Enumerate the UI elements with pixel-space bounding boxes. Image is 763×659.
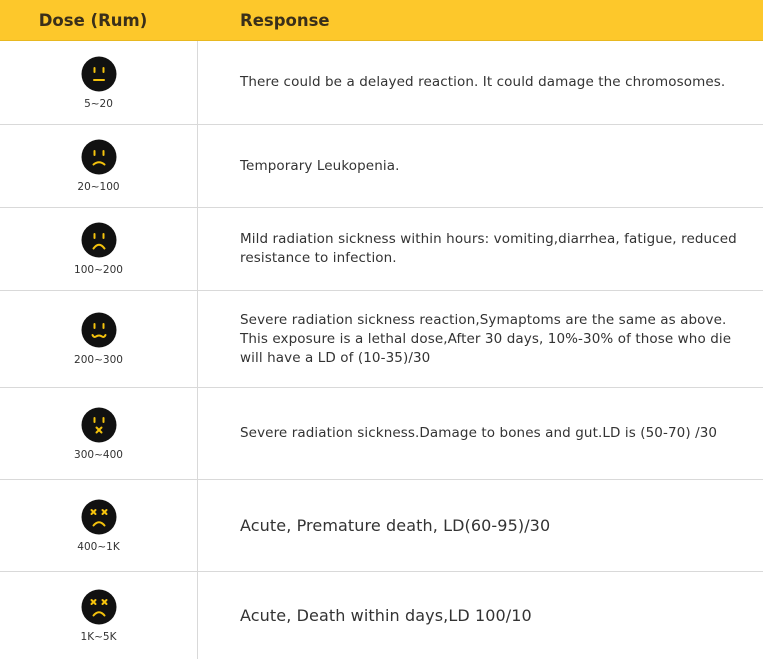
dose-cell xyxy=(0,208,198,290)
response-text: Severe radiation sickness reaction,Symaptoms are the same as above. This exposure is a lethal dose,After 30 days, 10%-30% of those who die will have a LD of (10-35)/30 xyxy=(240,311,732,366)
dose-label: 400~1K xyxy=(77,540,120,553)
wavy-mouth-face-icon xyxy=(81,312,117,348)
dose-label: 100~200 xyxy=(74,264,123,276)
response-text: There could be a delayed reaction. It could damage the chromosomes. xyxy=(240,74,726,90)
dose-label: 200~300 xyxy=(74,354,123,366)
neutral-face-icon xyxy=(81,56,117,92)
response-text: Mild radiation sickness within hours: vomiting,diarrhea, fatigue, reduced resistance to infection. xyxy=(240,231,737,266)
table-row xyxy=(0,480,763,572)
header-dose: Dose (Rum) xyxy=(38,10,148,30)
x-eyes-face-icon xyxy=(81,589,117,625)
dose-cell xyxy=(0,572,198,659)
dose-cell xyxy=(0,291,198,387)
x-eyes-face-icon xyxy=(81,499,117,535)
x-mouth-face-icon xyxy=(81,407,117,443)
dose-label: 300~400 xyxy=(74,448,123,461)
table-header xyxy=(0,0,763,41)
response-cell xyxy=(198,291,763,387)
response-cell xyxy=(198,480,763,571)
dose-cell xyxy=(0,388,198,479)
response-cell xyxy=(198,388,763,479)
dose-label: 1K~5K xyxy=(80,630,117,643)
response-cell xyxy=(198,41,763,124)
dose-cell xyxy=(0,41,198,124)
table-row xyxy=(0,41,763,125)
table-row xyxy=(0,388,763,480)
dose-label: 5~20 xyxy=(84,97,113,110)
table-row xyxy=(0,208,763,291)
response-cell xyxy=(198,572,763,659)
dose-cell xyxy=(0,125,198,207)
response-text: Acute, Premature death, LD(60-95)/30 xyxy=(240,515,551,535)
dose-cell xyxy=(0,480,198,571)
response-cell xyxy=(198,208,763,290)
response-cell xyxy=(198,125,763,207)
slight-frown-face-icon xyxy=(81,139,117,175)
response-text: Temporary Leukopenia. xyxy=(240,157,400,174)
response-text: Acute, Death within days,LD 100/10 xyxy=(240,605,532,625)
table-row xyxy=(0,291,763,388)
dose-label: 20~100 xyxy=(77,181,120,193)
table-row xyxy=(0,125,763,208)
table-row xyxy=(0,572,763,659)
sad-face-icon xyxy=(81,222,117,258)
response-text: Severe radiation sickness.Damage to bones and gut.LD is (50-70) /30 xyxy=(240,425,718,441)
header-response: Response xyxy=(240,10,330,30)
